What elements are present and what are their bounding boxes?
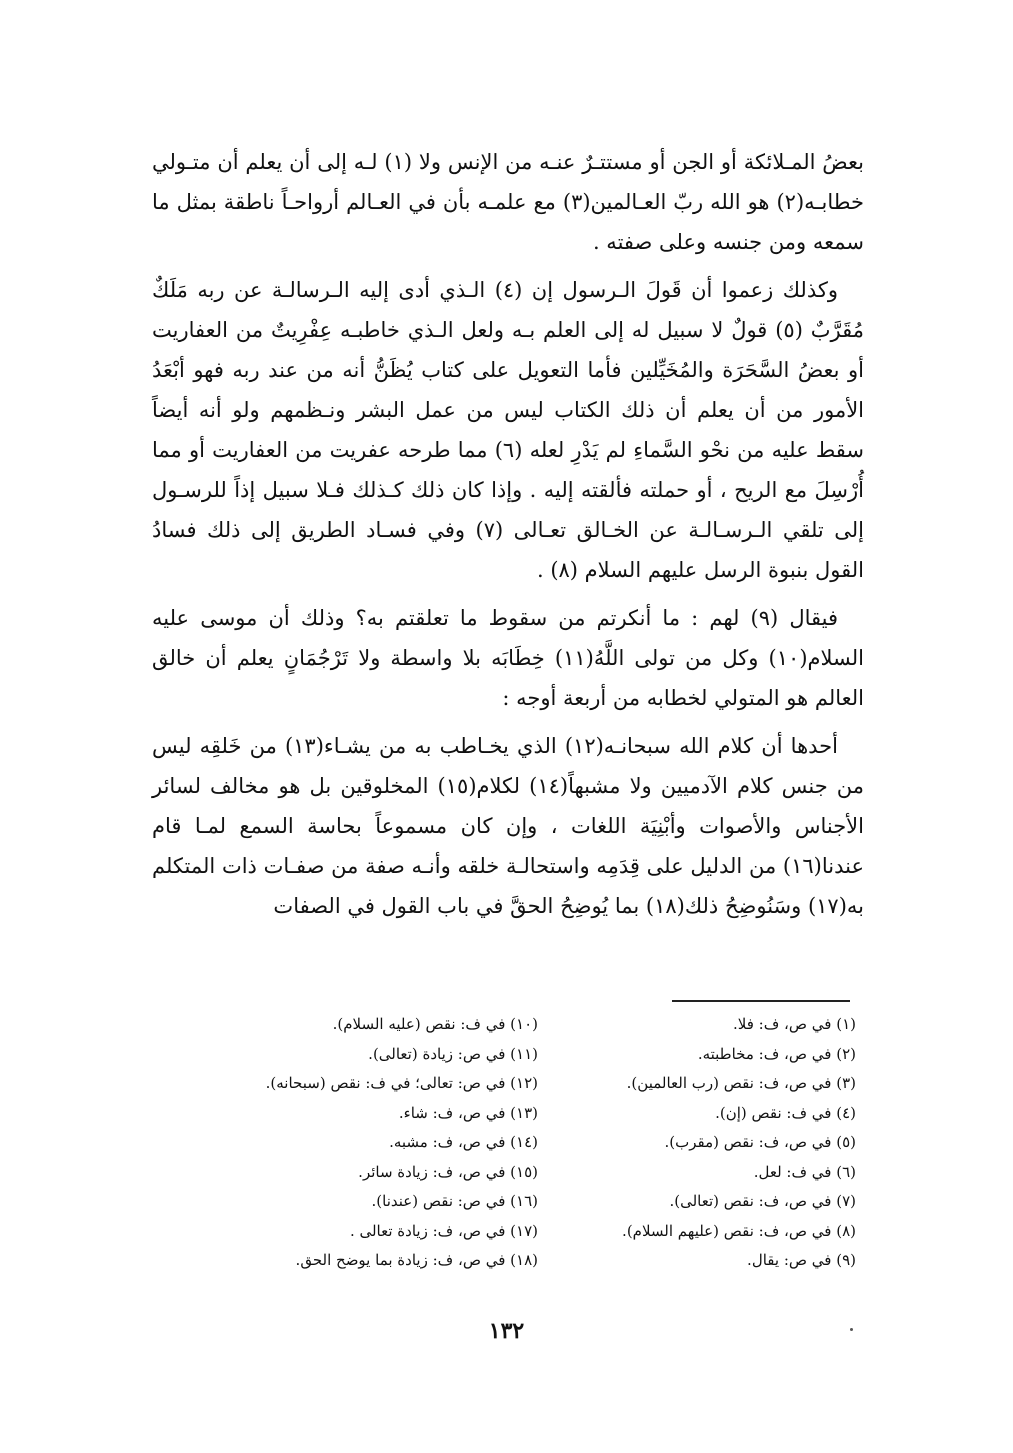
footnote-item: (٢) في ص، ف: مخاطبته. (697, 1044, 856, 1063)
scan-speck (850, 1328, 853, 1331)
footnotes-left-column (152, 1010, 538, 1276)
footnote-item: (١١) في ص: زيادة (تعالى). (368, 1044, 538, 1063)
footnote-item: (٤) في ف: نقص (إن). (715, 1103, 856, 1122)
footnote-item: (١٤) في ص، ف: مشبه. (389, 1133, 538, 1151)
main-text-body (152, 142, 864, 934)
footnote-item: (١٢) في ص: تعالى؛ في ف: نقص (سبحانه). (265, 1074, 538, 1092)
page-number: ١٣٢ (488, 1318, 525, 1344)
footnotes-section (152, 1010, 864, 1276)
footnote-item: (٩) في ص: يقال. (747, 1251, 856, 1269)
paragraph-4: أحدها أن كلام الله سبحانـه(١٢) الذي يخـاطب به من يشـاء(١٣) من خَلقِه ليس من جنس كلام الآدميين ولا مشبهاً(١٤) لكلام(١٥) المخلوقين بل هو مخالف لسائر الأجناس والأصوات وأبْنِيَة اللغات ، وإن كان مسموعاً بحاسة السمع لمـا قام عندنا(١٦) من الدليل على قِدَمِه واستحالـة خلقه وأنـه صفة من صفـات ذات المتكلم به(١٧) وسَنُوضِحُ ذلك(١٨) بما يُوضِحُ الحقَّ في باب القول في الصفات (152, 734, 865, 918)
footnote-item: (٣) في ص، ف: نقص (رب العالمين). (626, 1074, 856, 1092)
footnote-item: (٧) في ص، ف: نقص (تعالى). (669, 1192, 856, 1210)
paragraph-2: وكذلك زعموا أن قَولَ الـرسول إن (٤) الـذي أدى إليه الـرسالـة عن ربه مَلَكٌ مُقَرَّبٌ (٥) قولٌ لا سبيل له إلى العلم بـه ولعل الـذي خاطبـه عِفْرِيتٌ من العفاريت أو بعضُ السَّحَرَة والمُخَيِّلين فأما التعويل على كتاب يُظَنُّ أنه من عند ربه فهو أبْعَدُ الأمور من أن يعلم أن ذلك الكتاب ليس من عمل البشر ونـظمهم ولو أنه أيضاً سقط عليه من نحْو السَّماءِ لم يَدْرِ لعله (٦) مما طرحه عفريت من العفاريت أو مما أُرْسِلَ مع الريح ، أو حملته فألقته إليه . وإذا كان ذلك كـذلك فـلا سبيل إذاً للرسـول إلى تلقي الـرسـالـة عن الخـالق تعـالى (٧) وفي فسـاد الطريق إلى ذلك فسادُ القول بنبوة الرسل عليهم السلام (٨) . (152, 278, 864, 582)
footnote-item: (١٨) في ص، ف: زيادة بما يوضح الحق. (295, 1251, 538, 1269)
paragraph-3: فيقال (٩) لهم : ما أنكرتم من سقوط ما تعلقتم به؟ وذلك أن موسى عليه السلام(١٠) وكل من تولى اللَّهُ(١١) خِطَابَه بلا واسطة ولا تَرْجُمَانٍ يعلم أن خالق العالم هو المتولي لخطابه من أربعة أوجه : (152, 606, 865, 710)
footnote-item: (١٥) في ص، ف: زيادة سائر. (358, 1162, 538, 1181)
footnote-item: (٦) في ف: لعل. (753, 1162, 856, 1181)
paragraph-1: بعضُ المـلائكة أو الجن أو مستتـرٌ عنـه من الإنس ولا (١) لـه إلى أن يعلم أن متـولي خطابـه(٢) هو الله ربّ العـالمين(٣) مع علمـه بأن في العـالم أرواحـاً ناطقة بمثل ما سمعه ومن جنسه وعلى صفته . (152, 150, 865, 254)
footnote-separator (672, 1000, 850, 1002)
footnotes-right-column (538, 1010, 864, 1276)
footnote-item: (١) في ص، ف: فلا. (733, 1015, 856, 1033)
footnote-item: (٥) في ص، ف: نقص (مقرب). (664, 1133, 856, 1151)
footnote-item: (١٧) في ص، ف: زيادة تعالى . (349, 1221, 538, 1240)
footnote-item: (١٦) في ص: نقص (عندنا). (371, 1192, 538, 1210)
footnote-item: (١٠) في ف: نقص (عليه السلام). (332, 1015, 538, 1033)
footnote-item: (١٣) في ص، ف: شاء. (398, 1103, 538, 1122)
footnote-item: (٨) في ص، ف: نقص (عليهم السلام). (622, 1221, 856, 1240)
